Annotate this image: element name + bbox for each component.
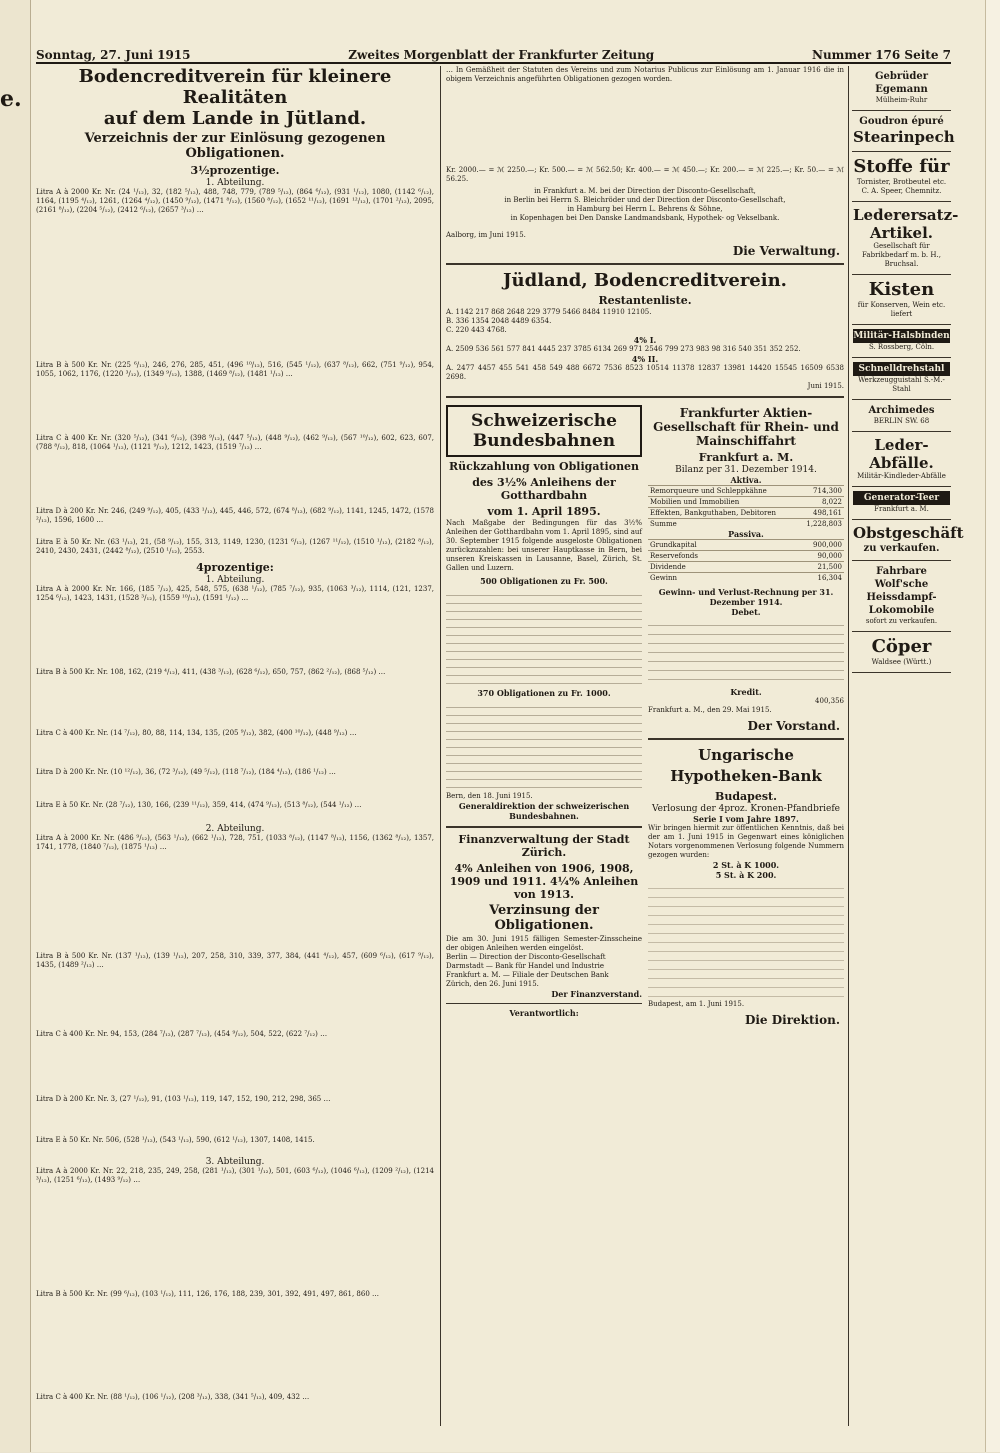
header-date: Sonntag, 27. Juni 1915 — [36, 48, 191, 62]
restanten-columns — [446, 308, 844, 382]
ad: Obstgeschäft zu verkaufen. — [852, 520, 951, 561]
table-row: Grundkapital 900,000 — [650, 541, 842, 549]
restanten-section: 4% I. — [633, 335, 657, 345]
sbb-text: Nach Maßgabe der Bedingungen für das 3½% Anleihen der Gotthardbahn vom 1. April 1895, sind auf 30. September 1915 folgende ausgeloste Obligationen zurückzuzahlen: bei unserer Hauptkasse in Bern, bei unseren Kreiskassen in Lausanne, Basel, Zürich, St. Gallen und Luzern. — [446, 519, 642, 572]
header-page-number: Nummer 176 Seite 7 — [811, 48, 951, 62]
section-heading: 3½prozentige. — [190, 164, 280, 177]
zuerich-signature: Der Finanzverstand. — [551, 989, 642, 999]
fa-bilanz: Bilanz per 31. Dezember 1914. — [675, 465, 817, 475]
signature: Die Verwaltung. — [732, 244, 840, 258]
restanten-row: A. 2509 536 561 577 841 4445 237 3785 6134 269 971 2546 799 273 983 98 316 540 351 352 252. — [446, 345, 801, 353]
lot-list: Litra C à 400 Kr. Nr. 94, 153, (284 ⁷/₁₂), (287 ⁷/₁₂), (454 ⁹/₁₂), 504, 522, (622 ⁷/₁₂) … — [36, 1030, 328, 1038]
zuerich-place: Berlin — Direction der Disconto-Gesellschaft — [446, 953, 606, 961]
ad: Militär-Halsbinden S. Rossberg, Cöln. — [852, 325, 951, 358]
fa-city: Frankfurt a. M. — [698, 451, 794, 464]
lot-list: Litra B à 500 Kr. Nr. (137 ¹/₁₂), (139 ¹/₁₂), 207, 258, 310, 339, 377, 384, (441 ⁴/₁₂), 457, (609 ⁶/₁₂), (617 ⁹/₁₂), 1435, (1489 ²/₁₂) … — [36, 952, 434, 969]
kredit-label: Kredit. — [730, 687, 762, 697]
lot-list: Litra B à 500 Kr. Nr. (99 ⁶/₁₂), (103 ¹/₁₂), 111, 126, 176, 188, 239, 301, 392, 491, 497, 861, 860 … — [36, 1290, 379, 1298]
ad: Generator-Teer Frankfurt a. M. — [852, 487, 951, 520]
lot-list: Litra A à 2000 Kr. Nr. 22, 218, 235, 249, 258, (281 ¹/₁₂), (301 ¹/₁₂), 501, (603 ⁶/₁₂), (1046 ⁶/₁₂), (1209 ²/₁₂), (1214 ³/₁₂), (1251 ⁶/₁₂), (1493 ⁹/₁₂) … — [36, 1167, 434, 1184]
restanten-row: C. 220 443 4768. — [446, 326, 507, 334]
zuerich-place: Frankfurt a. M. — Filiale der Deutschen Bank — [446, 971, 609, 979]
date-line: Juni 1915. — [807, 382, 844, 390]
paying-agent: in Berlin bei Herrn S. Bleichröder und der Direction der Disconto-Gesellschaft, — [504, 196, 786, 204]
lot-list: Litra A à 2000 Kr. Nr. 166, (185 ⁷/₁₂), 425, 548, 575, (638 ¹/₁₂), (785 ⁷/₁₂), 935, (1063 ³/₁₂), 1114, (121, 1237, 1254 ⁶/₁₂), 1423, 1431, (1528 ³/₁₂), (1559 ¹⁰/₁₂), (1591 ¹/₁₂) … — [36, 585, 434, 602]
table-row: Gewinn 16,304 — [650, 574, 842, 582]
lot-list: Litra A à 2000 Kr. Nr. (486 ⁹/₁₂), (563 ¹/₁₂), (662 ¹/₁₂), 728, 751, (1033 ⁸/₁₂), (1147 ⁸/₁₂), 1156, (1362 ⁸/₁₂), 1357, 1741, 1778, (1840 ⁷/₁₂), (1875 ¹/₁₂) … — [36, 834, 434, 851]
left-page-edge — [0, 0, 31, 1452]
ung-series: Serie I vom Jahre 1897. — [693, 814, 799, 824]
zuerich-subtitle: 4% Anleihen von 1906, 1908, 1909 und 1911. 4¼% Anleihen von 1913. — [449, 862, 639, 901]
debet-label: Debet. — [731, 607, 761, 617]
ung-date: Budapest, am 1. Juni 1915. — [648, 1000, 745, 1008]
lot-list: Litra C à 400 Kr. Nr. (320 ⁵/₁₂), (341 ⁶/₁₂), (398 ⁹/₁₂), (447 ⁵/₁₂), (448 ⁹/₁₂), (462 ⁹/₁₂), (567 ¹⁰/₁₂), 602, 623, 607, (788 ⁸/₁₂), 818, (1064 ¹/₁₂), (1121 ⁹/₁₂), 1212, 1423, (1519 ⁷/₁₂) … — [36, 434, 434, 451]
table-row: Remorqueure und Schleppkähne 714,300 — [650, 487, 842, 495]
sbb-subtitle: des 3½% Anleihens der Gotthardbahn — [472, 476, 616, 502]
lot-list: Litra C à 400 Kr. Nr. (14 ⁷/₁₂), 80, 88, 114, 134, 135, (205 ⁹/₁₂), 382, (400 ¹⁰/₁₂), (448 ⁹/₁₂) … — [36, 729, 357, 737]
paying-agent: in Kopenhagen bei Den Danske Landmandsbank, Hypothek- og Vekselbank. — [510, 214, 780, 222]
lot-list: Litra D à 200 Kr. Nr. 246, (249 ⁹/₁₂), 405, (433 ¹/₁₂), 445, 446, 572, (674 ⁸/₁₂), (682 ⁹/₁₂), 1141, 1245, 1472, (1578 ²/₁₂), 1596, 1600 … — [36, 507, 434, 524]
zuerich-title: Finanzverwaltung der Stadt Zürich. — [458, 833, 630, 859]
ung-text-block — [648, 880, 844, 1000]
ung-signature: Die Direktion. — [744, 1013, 840, 1027]
two-notice-row — [446, 403, 844, 1031]
header-edition: Zweites Morgenblatt der Frankfurter Zeitung — [348, 48, 655, 62]
ad: Gebrüder Egemann Mülheim-Ruhr — [852, 66, 951, 111]
column-ads — [852, 66, 964, 1426]
ad: Kisten für Konserven, Wein etc. liefert — [852, 275, 951, 325]
ad: Goudron épuré Stearinpech — [852, 111, 951, 152]
lot-list: Litra A à 2000 Kr. Nr. (24 ¹/₁₂), 32, (182 ⁵/₁₂), 488, 748, 779, (789 ⁵/₁₂), (864 ⁶/₁₂), (931 ¹/₁₂), 1080, (1142 ⁶/₁₂), 1164, (1195 ⁴/₁₂), 1261, (1264 ⁴/₁₂), (1450 ⁹/₁₂), (1471 ⁸/₁₂), (1560 ⁸/₁₂), (1652 ¹¹/₁₂), (1691 ¹²/₁₂), (1701 ²/₁₂), 2095, (2161 ⁸/₁₂), (2204 ⁵/₁₂), (2412 ⁶/₁₂), (2657 ³/₁₂) … — [36, 188, 434, 214]
guv-title: Gewinn- und Verlust-Rechnung per 31. Dezember 1914. — [658, 587, 834, 607]
ad: Lederersatz-Artikel. Gesellschaft für Fabrikbedarf m. b. H., Bruchsal. — [852, 202, 951, 275]
restanten-row: A. 1142 217 868 2648 229 3779 5466 8484 11910 12105. — [446, 308, 652, 316]
division-heading: 2. Abteilung. — [205, 824, 265, 834]
restanten-section: 4% II. — [631, 354, 659, 364]
ad: Stoffe für Tornister, Brotbeutel etc. C. A. Speer, Chemnitz. — [852, 152, 951, 202]
fa-title: Frankfurter Aktien-Gesellschaft für Rhein- und Mainschiffahrt — [653, 406, 839, 448]
zuerich-heading: Verzinsung der Obligationen. — [489, 903, 599, 933]
location-date: Aalborg, im Juni 1915. — [446, 231, 526, 239]
lot-list: Litra D à 200 Kr. Nr. 3, (27 ¹/₁₂), 91, (103 ¹/₁₂), 119, 147, 152, 190, 212, 298, 365 … — [36, 1095, 331, 1103]
paying-agent: in Hamburg bei Herrn L. Behrens & Söhne, — [567, 205, 723, 213]
lot-list: Litra B à 500 Kr. Nr. 108, 162, (219 ⁴/₁₂), 411, (438 ³/₁₂), (628 ⁶/₁₂), 650, 757, (862 ²/₁₂), (868 ⁵/₁₂) … — [36, 668, 386, 676]
notice-text: … In Gemäßheit der Statuten des Vereins und zum Notarius Publicus zur Einlösung am 1. Januar 1916 die in obigem Verzeichnis angeführten Obligationen gezogen worden. — [446, 66, 844, 83]
division-heading: 3. Abteilung. — [205, 1157, 265, 1167]
number-table — [446, 588, 642, 686]
column-rule — [848, 66, 849, 1426]
passiva-label: Passiva. — [728, 529, 764, 539]
notice-title-line2: auf dem Lande in Jütland. — [103, 108, 367, 129]
table-row: Mobilien und Immobilien 8,022 — [650, 498, 842, 506]
ad: Archimedes BERLIN SW. 68 — [852, 400, 951, 432]
zuerich-date: Zürich, den 26. Juni 1915. — [446, 980, 539, 988]
lot-list: Litra E à 50 Kr. Nr. 506, (528 ¹/₁₂), (543 ¹/₁₂), 590, (612 ¹/₁₂), 1307, 1408, 1415. — [36, 1136, 315, 1144]
page-header — [36, 44, 951, 64]
margin-fold-letter: e. — [0, 86, 22, 112]
passiva-table — [648, 539, 844, 583]
column-rule — [440, 66, 441, 1426]
juedland-title: Jüdland, Bodencreditverein. — [503, 270, 787, 291]
currency-conversion: Kr. 2000.— = ℳ 2250.—; Kr. 500.— = ℳ 562.50; Kr. 400.— = ℳ 450.—; Kr. 200.— = ℳ 225.—; Kr. 50.— = ℳ 56.25. — [446, 166, 844, 183]
guv-total: 400,356 — [815, 697, 844, 705]
lot-list: Litra E à 50 Kr. Nr. (63 ¹/₁₂), 21, (58 ⁹/₁₂), 155, 313, 1149, 1230, (1231 ⁶/₁₂), (1267 ¹¹/₁₂), (1510 ¹/₁₂), (2182 ⁸/₁₂), 2410, 2430, 2431, (2442 ⁸/₁₂), (2510 ¹/₁₂), 2553. — [36, 538, 434, 555]
sbb-title: Schweizerische Bundesbahnen — [446, 405, 642, 457]
table-row: Dividende 21,500 — [650, 563, 842, 571]
ung-title: Ungarische Hypotheken-Bank — [670, 746, 822, 785]
ung-numbers: 5 St. à K 200. — [715, 870, 777, 880]
paying-agent: in Frankfurt a. M. bei der Direction der Disconto-Gesellschaft, — [534, 187, 756, 195]
ad: Schnelldrehstahl Werkzeugguistahl S.-M.-Stahl — [852, 358, 951, 400]
ad: Leder-Abfälle. Militär-Kindleder-Abfälle — [852, 432, 951, 487]
lot-list: Litra B à 500 Kr. Nr. (225 ⁶/₁₂), 246, 276, 285, 451, (496 ¹⁰/₁₂), 516, (545 ¹/₁₂), (637 ⁸/₁₂), 662, (751 ⁹/₁₂), 954, 1055, 1062, 1176, (1220 ³/₁₂), (1349 ⁹/₁₂), 1388, (1469 ⁸/₁₂), (1481 ¹/₁₂) … — [36, 361, 434, 378]
fa-date: Frankfurt a. M., den 29. Mai 1915. — [648, 706, 772, 714]
ung-numbers: 2 St. à K 1000. — [712, 860, 780, 870]
table-row: Summe 1,228,803 — [650, 520, 842, 528]
column-middle — [446, 66, 844, 1426]
ung-city: Budapest. — [715, 790, 777, 803]
ad: Fahrbare Wolf'sche Heissdampf-Lokomobile sofort zu verkaufen. — [852, 561, 951, 632]
lot-list: Litra C à 400 Kr. Nr. (88 ¹/₁₂), (106 ¹/₁₂), (208 ³/₁₂), 338, (341 ⁵/₁₂), 409, 432 … — [36, 1393, 310, 1401]
sbb-signature: Generaldirektion der schweizerischen Bundesbahnen. — [458, 801, 630, 821]
sbb-place-date: Bern, den 18. Juni 1915. — [446, 792, 533, 800]
sbb-subtitle: Rückzahlung von Obligationen — [448, 460, 640, 473]
division-heading: 1. Abteilung. — [205, 178, 265, 188]
lot-list: Litra D à 200 Kr. Nr. (10 ¹²/₁₂), 36, (72 ³/₁₂), (49 ⁵/₁₂), (118 ⁷/₁₂), (184 ⁴/₁₂), (186 ¹/₁₂) … — [36, 768, 336, 776]
table-row: Reservefonds 90,000 — [650, 552, 842, 560]
aktiva-label: Aktiva. — [730, 475, 762, 485]
section-heading: 4prozentige: — [196, 561, 274, 574]
zuerich-place: Darmstadt — Bank für Handel und Industrie — [446, 962, 605, 970]
sbb-subtitle: vom 1. April 1895. — [487, 505, 601, 518]
column-bodencreditverein — [36, 66, 434, 1426]
ung-subtitle: Verlosung der 4proz. Kronen-Pfandbriefe — [652, 804, 840, 814]
sbb-group: 500 Obligationen zu Fr. 500. — [480, 576, 608, 586]
zuerich-text: Die am 30. Juni 1915 fälligen Semester-Zinsscheine der obigen Anleihen werden eingelöst. — [446, 935, 642, 952]
company-notices — [648, 403, 844, 1031]
notice-subtitle: Verzeichnis der zur Einlösung gezogenen Obligationen. — [84, 131, 386, 161]
number-table — [446, 700, 642, 790]
notice-title: Bodencreditverein für kleinere Realitäten — [78, 66, 392, 108]
ung-text: Wir bringen hiermit zur öffentlichen Kenntnis, daß bei der am 1. Juni 1915 in Gegenwart eines königlichen Notars vorgenommenen Verlosung folgende Nummern gezogen wurden: — [648, 824, 844, 859]
right-page-edge — [985, 0, 1000, 1452]
division-heading: 1. Abteilung. — [205, 575, 265, 585]
imprint-heading: Verantwortlich: — [509, 1008, 579, 1018]
aktiva-table — [648, 485, 844, 529]
restanten-title: Restantenliste. — [598, 294, 692, 307]
table-row: Effekten, Bankguthaben, Debitoren 498,161 — [650, 509, 842, 517]
restanten-row: A. 2477 4457 455 541 458 549 488 6672 7536 8523 10514 11378 12837 13981 14420 15545 16509 6538 2698. — [446, 364, 844, 381]
sbb-group: 370 Obligationen zu Fr. 1000. — [477, 688, 611, 698]
sbb-notice — [446, 403, 642, 1031]
guv-table — [648, 617, 844, 687]
lot-list: Litra E à 50 Kr. Nr. (28 ⁷/₁₂), 130, 166, (239 ¹¹/₁₂), 359, 414, (474 ⁹/₁₂), (513 ⁸/₁₂), (544 ¹/₁₂) … — [36, 801, 362, 809]
ad: Cöper Waldsee (Württ.) — [852, 632, 951, 673]
restanten-row: B. 336 1354 2048 4489 6354. — [446, 317, 552, 325]
fa-signature: Der Vorstand. — [747, 719, 840, 733]
